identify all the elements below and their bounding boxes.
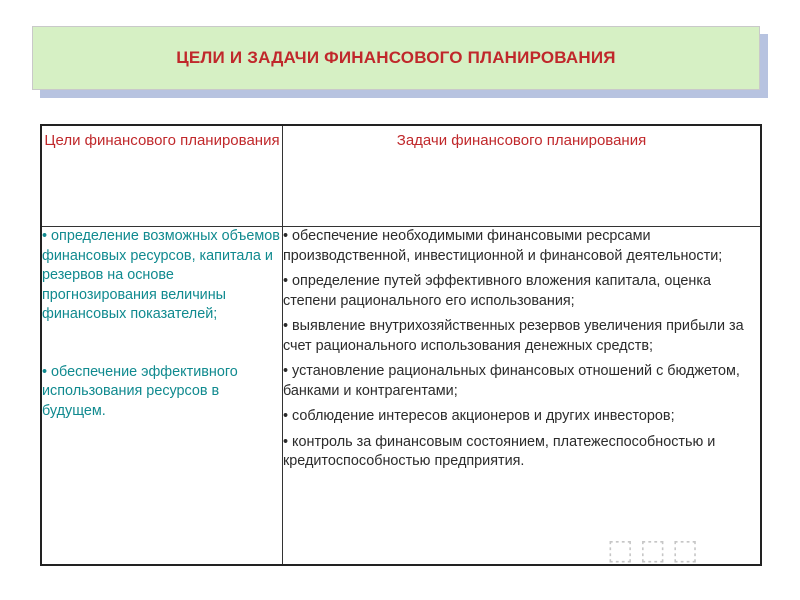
task-item: • обеспечение необходимыми финансовыми ресрсами производственной, инвестиционной и финансовой деятельности; [283,228,723,264]
page-title: ЦЕЛИ И ЗАДАЧИ ФИНАНСОВОГО ПЛАНИРОВАНИЯ [176,48,616,67]
task-item: • контроль за финансовым состоянием, платежеспособностью и кредитоспособностью предприятия. [283,433,716,469]
table-header-row [41,125,761,227]
task-item: • выявление внутрихозяйственных резервов увеличения прибыли за счет рационального использования денежных средств; [283,318,744,354]
table-row [41,227,761,566]
title-banner [32,26,760,90]
goals-tasks-table [40,124,762,566]
tasks-cell [283,227,762,566]
task-item: • определение путей эффективного вложения капитала, оценка степени рационального его использования; [283,273,711,309]
task-item: • установление рациональных финансовых отношений с бюджетом, банками и контрагентами; [283,363,740,399]
header-goals: Цели финансового планирования [41,125,283,227]
watermark-icon: ⬚⬚⬚ [607,534,705,565]
goal-item: • определение возможных объемов финансовых ресурсов, капитала и резервов на основе прогнозирования величины финансовых показателей; [42,228,280,322]
goal-item: • обеспечение эффективного использования ресурсов в будущем. [42,363,238,419]
task-item: • соблюдение интересов акционеров и других инвесторов; [283,408,675,424]
header-tasks: Задачи финансового планирования [283,125,762,227]
goals-cell [41,227,283,566]
